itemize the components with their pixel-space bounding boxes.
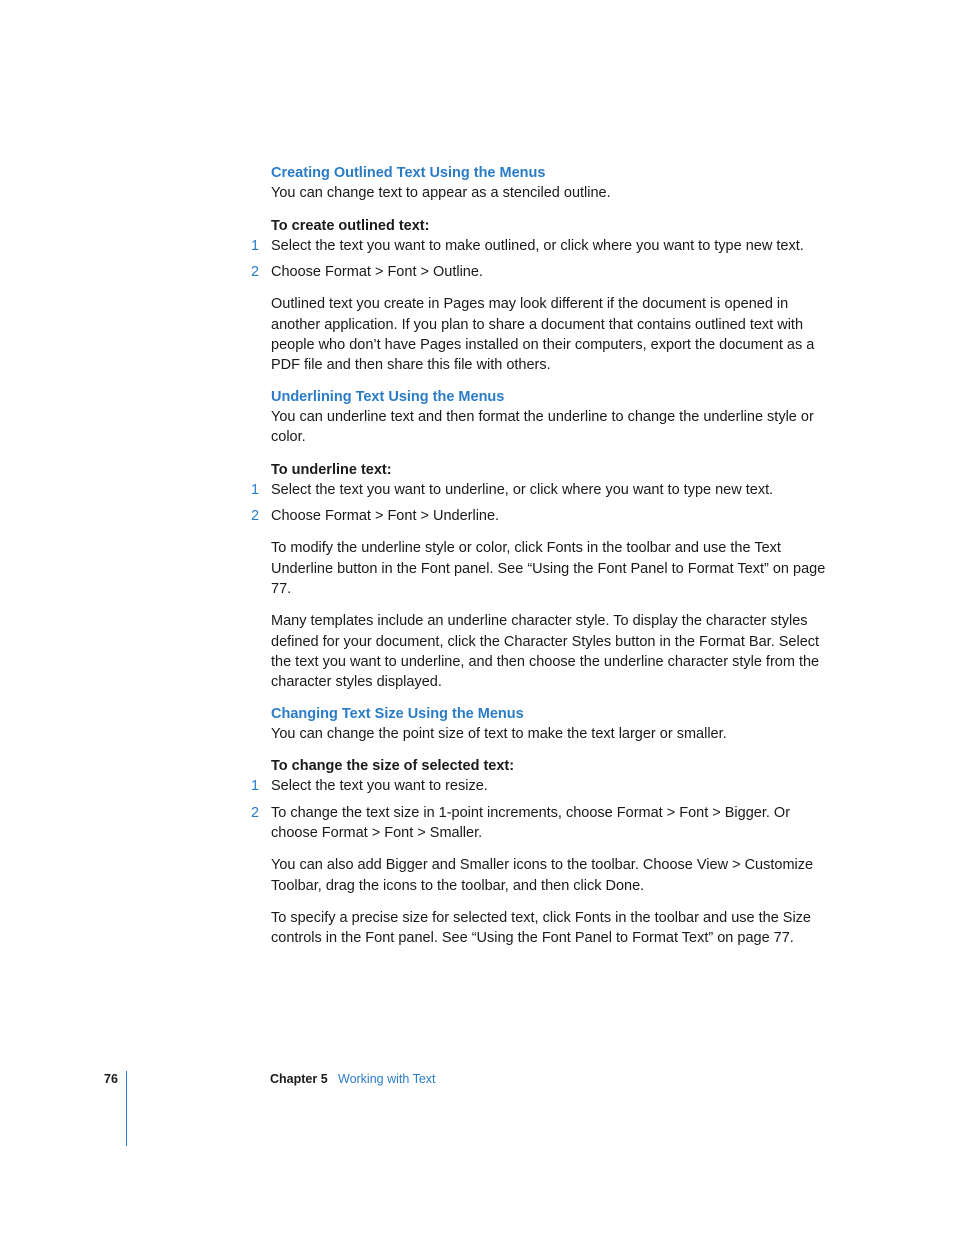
chapter-label: Chapter 5	[270, 1072, 328, 1086]
section-heading: Underlining Text Using the Menus	[271, 388, 505, 405]
chapter-title: Working with Text	[338, 1072, 436, 1086]
step-item	[251, 776, 827, 796]
step-text: Select the text you want to underline, or click where you want to type new text.	[271, 481, 774, 498]
note-paragraph: Outlined text you create in Pages may look different if the document is opened in another application. If you plan to share a document that contains outlined text with people who don’t have Pages installed on their computers, export the document as a PDF file and then share this file with others.	[271, 296, 815, 374]
section-intro: You can change text to appear as a stenciled outline.	[271, 185, 611, 202]
step-number: 2	[251, 264, 260, 281]
page-content	[251, 163, 827, 949]
step-number: 1	[251, 778, 260, 795]
section-intro: You can underline text and then format the underline to change the underline style or color.	[271, 408, 814, 446]
step-text: To change the text size in 1-point increments, choose Format > Font > Bigger. Or choose Format > Font > Smaller.	[271, 804, 791, 842]
step-item	[251, 236, 827, 256]
section-outlined-text	[251, 163, 827, 376]
step-item	[251, 803, 827, 844]
step-number: 1	[251, 237, 260, 254]
note-paragraph: You can also add Bigger and Smaller icons to the toolbar. Choose View > Customize Toolbar, drag the icons to the toolbar, and then click Done.	[271, 857, 814, 894]
task-heading: To underline text:	[271, 461, 392, 478]
step-number: 2	[251, 804, 260, 821]
page-number: 76	[104, 1072, 118, 1086]
section-text-size	[251, 704, 827, 949]
section-intro: You can change the point size of text to make the text larger or smaller.	[271, 725, 727, 742]
section-heading: Creating Outlined Text Using the Menus	[271, 165, 546, 181]
step-number: 2	[251, 508, 260, 525]
note-paragraph: To specify a precise size for selected text, click Fonts in the toolbar and use the Size controls in the Font panel. See “Using the Font Panel to Format Text” on page 77.	[271, 909, 811, 947]
step-item	[251, 506, 827, 526]
step-text: Select the text you want to make outlined, or click where you want to type new text.	[271, 237, 804, 254]
note-paragraph: To modify the underline style or color, click Fonts in the toolbar and use the Text Underline button in the Font panel. See “Using the Font Panel to Format Text” on page 77.	[271, 540, 826, 598]
step-number: 1	[251, 481, 260, 498]
step-text: Select the text you want to resize.	[271, 778, 488, 795]
note-paragraph: Many templates include an underline character style. To display the character styles defined for your document, click the Character Styles button in the Format Bar. Select the text you want to underline, and then choose the underline character style from the character styles displayed.	[271, 613, 820, 691]
task-heading: To change the size of selected text:	[271, 758, 515, 775]
step-text: Choose Format > Font > Underline.	[271, 508, 500, 525]
step-item	[251, 480, 827, 500]
section-underline-text	[251, 387, 827, 693]
section-heading: Changing Text Size Using the Menus	[271, 705, 524, 722]
step-text: Choose Format > Font > Outline.	[271, 264, 483, 281]
task-heading: To create outlined text:	[271, 217, 430, 234]
page-footer	[0, 1071, 954, 1091]
step-item	[251, 262, 827, 282]
